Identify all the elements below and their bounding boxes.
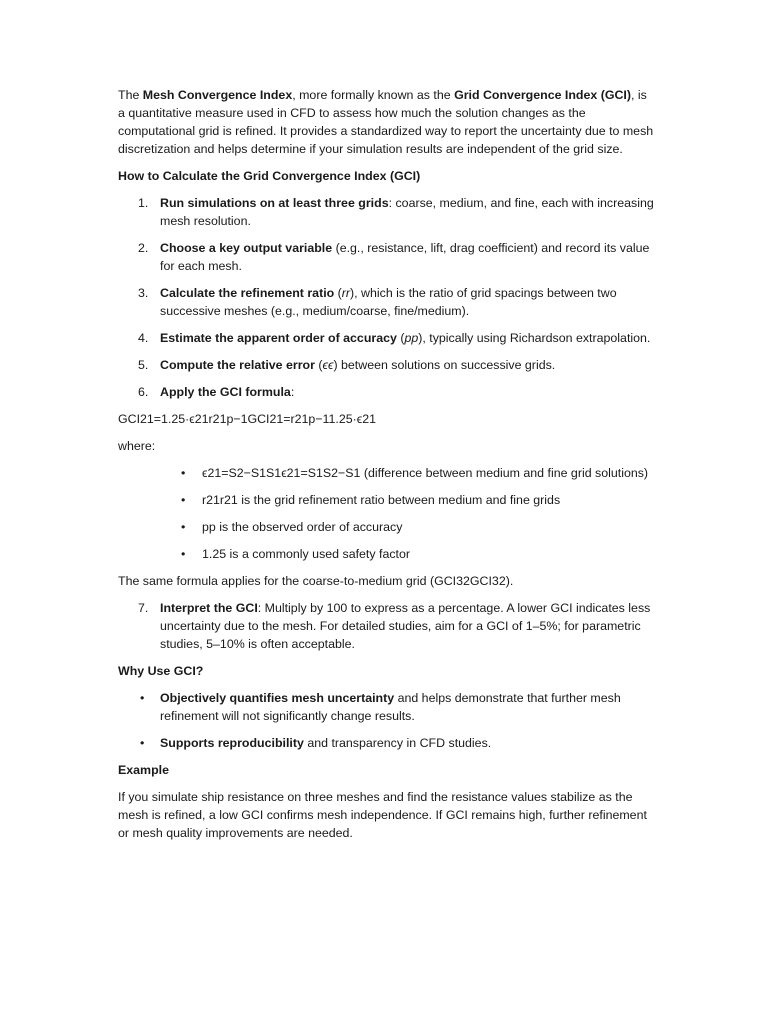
step-symbol: pp <box>404 331 419 345</box>
step-text: : coarse, medium, and fine, each with increasing mesh resolution. <box>160 196 654 228</box>
intro-term-gci: Grid Convergence Index (GCI) <box>454 88 632 102</box>
definition-item <box>118 491 654 509</box>
step-number: 7. <box>138 601 149 615</box>
coarse-to-medium-note: The same formula applies for the coarse-to-medium grid (GCI32GCI32). <box>118 574 514 588</box>
step-symbol: rr <box>341 286 351 300</box>
step-text: ) between solutions on successive grids. <box>333 358 556 372</box>
step-item <box>118 599 654 653</box>
step-text: : Multiply by 100 to express as a percentage. A lower GCI indicates less uncertainty due to the mesh. For detailed studies, aim for a GCI of 1–5%; for parametric studies, 5–10% is often acceptable. <box>160 601 651 651</box>
step-text: : <box>290 385 295 399</box>
step-item <box>118 284 654 320</box>
definition-item <box>118 518 654 536</box>
step-number: 4. <box>138 331 149 345</box>
step-title: Run simulations on at least three grids <box>160 196 389 210</box>
step-text-pre: ( <box>396 331 405 345</box>
why-list <box>118 689 654 752</box>
definition-item <box>118 545 654 563</box>
step-text: (e.g., resistance, lift, drag coefficient) and record its value for each mesh. <box>160 241 650 273</box>
why-item-title: Supports reproducibility <box>160 736 304 750</box>
intro-term-mesh-convergence-index: Mesh Convergence Index <box>142 88 293 102</box>
bullet-icon: • <box>181 547 186 561</box>
step-number: 1. <box>138 196 149 210</box>
example-paragraph: If you simulate ship resistance on three meshes and find the resistance values stabilize as the mesh is refined, a low GCI confirms mesh independence. If GCI remains high, further refinement or mesh quality improvements are needed. <box>118 790 647 840</box>
definition-item <box>118 464 654 482</box>
steps-list-continued <box>118 599 654 653</box>
bullet-icon: • <box>140 691 145 705</box>
intro-text-1: The <box>118 88 143 102</box>
step-number: 5. <box>138 358 149 372</box>
step-text: ), typically using Richardson extrapolation. <box>418 331 651 345</box>
definition-text: pp is the observed order of accuracy <box>202 520 403 534</box>
bullet-icon: • <box>181 520 186 534</box>
step-item <box>118 194 654 230</box>
why-item <box>118 689 654 725</box>
step-number: 2. <box>138 241 149 255</box>
step-item <box>118 383 654 401</box>
step-title: Apply the GCI formula <box>160 385 291 399</box>
step-number: 3. <box>138 286 149 300</box>
intro-text-2: , more formally known as the <box>292 88 455 102</box>
definition-text: r21r21 is the grid refinement ratio between medium and fine grids <box>202 493 561 507</box>
step-number: 6. <box>138 385 149 399</box>
definition-text: 1.25 is a commonly used safety factor <box>202 547 410 561</box>
definition-text: ϵ21=S2−S1S1ϵ21=S1S2−S1 (difference between medium and fine grid solutions) <box>202 466 649 480</box>
step-item <box>118 239 654 275</box>
document-body <box>118 86 654 851</box>
example-heading: Example <box>118 763 169 777</box>
step-text-pre: ( <box>314 358 323 372</box>
bullet-icon: • <box>140 736 145 750</box>
step-symbol: ϵϵ <box>322 358 334 372</box>
step-item <box>118 329 654 347</box>
how-to-heading: How to Calculate the Grid Convergence Index (GCI) <box>118 169 421 183</box>
step-title: Interpret the GCI <box>160 601 258 615</box>
bullet-icon: • <box>181 493 186 507</box>
why-item-text: and transparency in CFD studies. <box>303 736 492 750</box>
step-text: ), which is the ratio of grid spacings between two successive meshes (e.g., medium/coarse, fine/medium). <box>160 286 617 318</box>
bullet-icon: • <box>181 466 186 480</box>
gci-formula: GCI21=1.25·ϵ21r21p−1GCI21=r21p−11.25·ϵ21 <box>118 412 377 426</box>
intro-text-3: , is a quantitative measure used in CFD to assess how much the solution changes as the computational grid is refined. It provides a standardized way to report the uncertainty due to mesh discretization and helps determine if your simulation results are independent of the grid size. <box>118 88 654 156</box>
step-item <box>118 356 654 374</box>
why-item-title: Objectively quantifies mesh uncertainty <box>160 691 395 705</box>
step-title: Compute the relative error <box>160 358 315 372</box>
step-title: Calculate the refinement ratio <box>160 286 335 300</box>
step-title: Estimate the apparent order of accuracy <box>160 331 397 345</box>
why-use-gci-heading: Why Use GCI? <box>118 664 204 678</box>
definitions-list <box>118 464 654 563</box>
steps-list <box>118 194 654 401</box>
intro-paragraph <box>118 86 654 158</box>
why-item-text: and helps demonstrate that further mesh refinement will not significantly change results. <box>160 691 621 723</box>
step-text-pre: ( <box>334 286 342 300</box>
step-title: Choose a key output variable <box>160 241 333 255</box>
where-label: where: <box>118 439 156 453</box>
why-item <box>118 734 654 752</box>
